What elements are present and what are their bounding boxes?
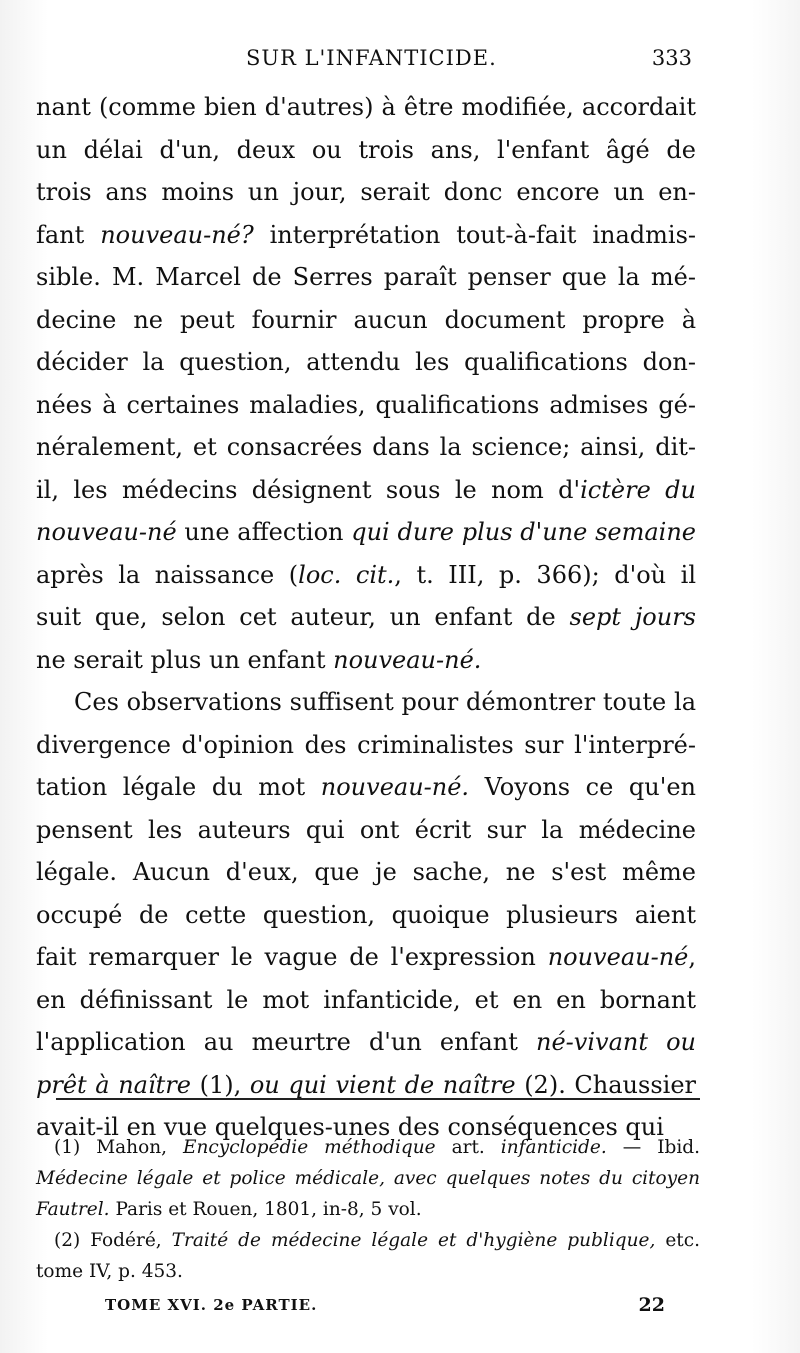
footnotes — [36, 1132, 700, 1287]
footnote-line — [36, 1194, 700, 1225]
text-segment: pensent les auteurs qui ont écrit sur la médecine — [36, 815, 696, 844]
text-line — [36, 341, 696, 384]
text-segment: fant — [36, 220, 101, 249]
text-segment: fait remarquer le vague de l'expression — [36, 943, 548, 971]
italic-text: Encyclopédie méthodique — [183, 1137, 436, 1158]
body-text — [36, 86, 696, 1149]
text-segment: (2) Fodéré, — [54, 1230, 172, 1251]
text-segment: etc. — [655, 1230, 700, 1251]
italic-text: prêt à naître — [36, 1070, 191, 1099]
printer-signature — [105, 1290, 665, 1320]
text-line — [36, 86, 696, 129]
text-segment: — Ibid. — [606, 1137, 700, 1158]
text-segment: suit que, selon cet auteur, un enfant de — [36, 603, 570, 631]
text-segment: nant (comme bien d'autres) à être modifiée, accordait — [36, 93, 696, 121]
text-line — [36, 766, 696, 809]
text-segment: après la naissance ( — [36, 560, 299, 589]
text-segment: , — [688, 943, 696, 971]
running-header — [36, 38, 696, 78]
text-segment: (1), — [190, 1070, 250, 1099]
italic-text: nouveau-né? — [100, 220, 254, 249]
text-line — [36, 894, 696, 937]
footnote-line — [36, 1132, 700, 1163]
text-line — [36, 1021, 696, 1064]
text-segment: occupé de cette question, quoique plusieurs aient — [36, 900, 696, 929]
text-segment: interprétation tout-à-fait inadmis- — [253, 220, 696, 249]
text-segment: divergence d'opinion des criminalistes sur l'interpré- — [36, 730, 696, 759]
italic-text: ictère du — [580, 475, 696, 504]
text-segment: (1) Mahon, — [54, 1137, 184, 1158]
text-line — [36, 809, 696, 852]
italic-text: nouveau-né. — [320, 773, 470, 801]
text-line — [36, 681, 696, 724]
text-line — [36, 171, 696, 214]
italic-text: loc. cit. — [298, 560, 395, 589]
text-segment: une affection — [176, 518, 352, 546]
text-segment: décider la question, attendu les qualifications don- — [36, 348, 696, 376]
text-segment: Ces observations suffisent pour démontrer toute la — [74, 688, 696, 716]
text-segment: nées à certaines maladies, qualifications admises gé- — [36, 390, 696, 419]
footnote-rule — [56, 1098, 700, 1100]
text-segment: il, les médecins désignent sous le nom d' — [36, 475, 581, 504]
text-line — [36, 129, 696, 172]
text-line — [36, 596, 696, 639]
signature-mark: TOME XVI. 2e PARTIE. — [105, 1296, 318, 1314]
italic-text: ou qui vient de naître — [249, 1070, 516, 1099]
italic-text: qui dure plus d'une semaine — [351, 518, 696, 546]
text-segment: Voyons ce qu'en — [469, 773, 697, 801]
text-segment: trois ans moins un jour, serait donc encore un en- — [36, 178, 696, 206]
text-line — [36, 511, 696, 554]
text-line — [36, 299, 696, 342]
footnote-line — [36, 1225, 700, 1256]
text-segment: (2). Chaussier — [515, 1070, 696, 1099]
italic-text: Traité de médecine légale et d'hygiène publique, — [171, 1230, 656, 1251]
text-segment: l'application au meurtre d'un enfant — [36, 1028, 536, 1056]
italic-text: nouveau-né. — [333, 645, 482, 674]
text-segment: néralement, et consacrées dans la science; ainsi, dit- — [36, 433, 696, 461]
page-number: 333 — [651, 46, 692, 70]
text-line — [36, 554, 696, 597]
text-segment: decine ne peut fournir aucun document propre à — [36, 305, 696, 334]
italic-text: sept jours — [569, 603, 696, 631]
text-segment: , t. III, p. 366); d'où il — [394, 560, 696, 589]
text-segment: avait-il en vue quelques-unes des conséquences qui — [36, 1113, 664, 1141]
text-line — [36, 426, 696, 469]
italic-text: Fautrel. — [36, 1199, 110, 1220]
text-line — [36, 639, 696, 682]
text-line — [36, 936, 696, 979]
text-line — [36, 384, 696, 427]
text-line — [36, 851, 696, 894]
text-line — [36, 256, 696, 299]
italic-text: nouveau-né — [36, 518, 177, 546]
italic-text: né-vivant ou — [536, 1028, 696, 1056]
text-segment: ne serait plus un enfant — [36, 645, 334, 674]
text-line — [36, 214, 696, 257]
text-line — [36, 979, 696, 1022]
footnote-line — [36, 1256, 700, 1287]
text-segment: un délai d'un, deux ou trois ans, l'enfant âgé de — [36, 135, 696, 164]
italic-text: Médecine légale et police médicale, avec quelques notes du citoyen — [36, 1168, 700, 1189]
text-segment: en définissant le mot infanticide, et en en bornant — [36, 985, 696, 1014]
running-title: SUR L'INFANTICIDE. — [246, 46, 497, 70]
text-segment: légale. Aucun d'eux, que je sache, ne s'est même — [36, 858, 696, 886]
text-segment: tome IV, p. 453. — [36, 1261, 183, 1282]
text-segment: art. — [435, 1137, 501, 1158]
italic-text: infanticide. — [500, 1137, 607, 1158]
text-segment: tation légale du mot — [36, 773, 321, 801]
text-segment: Paris et Rouen, 1801, in-8, 5 vol. — [109, 1199, 422, 1220]
signature-number: 22 — [638, 1294, 665, 1316]
text-line — [36, 724, 696, 767]
italic-text: nouveau-né — [547, 943, 689, 971]
footnote-line — [36, 1163, 700, 1194]
text-segment: sible. M. Marcel de Serres paraît penser que la mé- — [36, 263, 696, 291]
text-line — [36, 469, 696, 512]
